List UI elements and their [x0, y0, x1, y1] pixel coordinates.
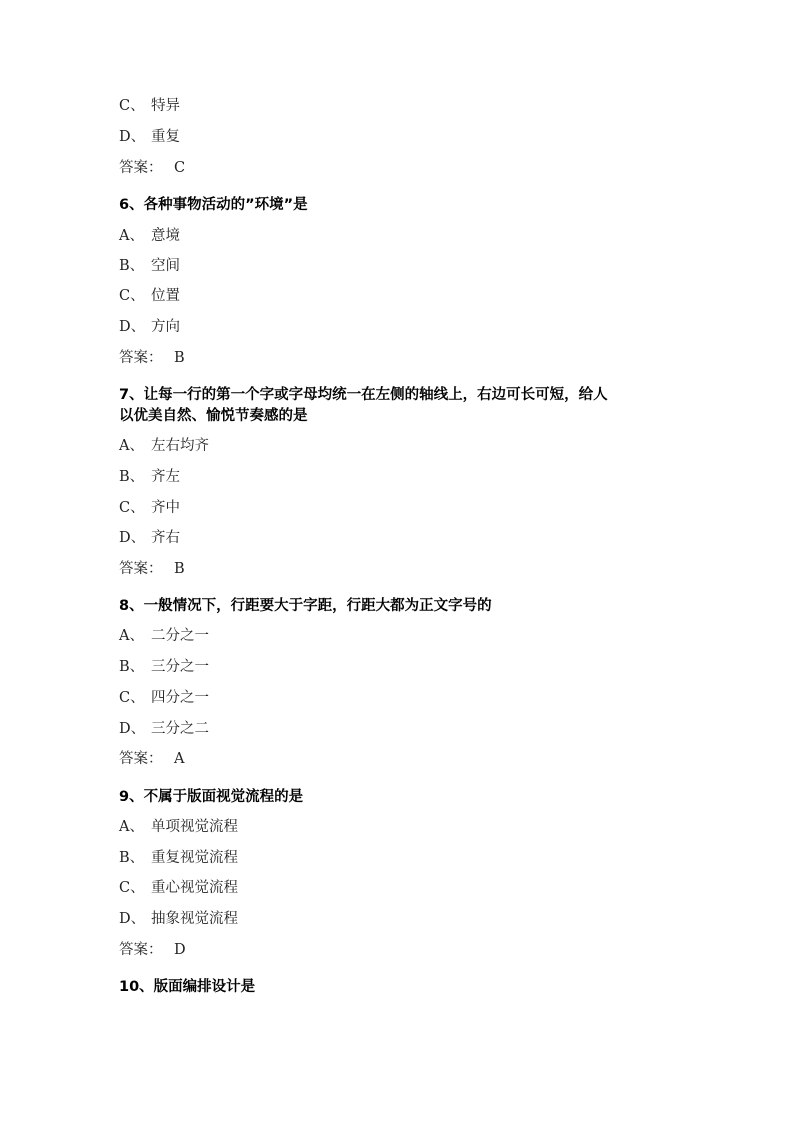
option-b [119, 848, 238, 868]
option-label: D、 [119, 530, 146, 546]
option-label: C、 [119, 690, 145, 706]
answer-value: B [174, 350, 185, 366]
option-text: 位置 [151, 288, 180, 304]
option-text: 齐中 [151, 500, 180, 516]
option-text: 意境 [151, 228, 180, 244]
answer-line [119, 348, 185, 368]
option-label: B、 [119, 850, 145, 866]
option-text: 特异 [151, 98, 180, 114]
answer-line [119, 158, 185, 178]
option-d [119, 528, 180, 548]
option-label: C、 [119, 500, 145, 516]
option-text: 重复 [151, 129, 180, 145]
option-b [119, 467, 180, 487]
option-label: C、 [119, 880, 145, 896]
option-text: 重心视觉流程 [151, 880, 238, 896]
option-d [119, 719, 209, 739]
option-text: 抽象视觉流程 [151, 911, 238, 927]
option-label: C、 [119, 288, 145, 304]
option-c [119, 688, 209, 708]
question-title: 10、版面编排设计是 [119, 979, 256, 995]
option-a [119, 226, 180, 246]
option-text: 方向 [151, 319, 180, 335]
option-label: A、 [119, 438, 144, 454]
option-text: 单项视觉流程 [151, 819, 238, 835]
option-label: D、 [119, 129, 146, 145]
option-label: D、 [119, 911, 146, 927]
answer-value: B [174, 561, 185, 577]
question-title: 9、不属于版面视觉流程的是 [119, 789, 304, 805]
question-title: 8、一般情况下，行距要大于字距，行距大都为正文字号的 [119, 598, 492, 614]
option-c [119, 498, 180, 518]
answer-line [119, 749, 184, 769]
option-c [119, 96, 180, 116]
option-d [119, 317, 180, 337]
option-c [119, 878, 238, 898]
answer-value: D [174, 942, 186, 958]
option-text: 齐左 [151, 469, 180, 485]
option-label: C、 [119, 98, 145, 114]
option-text: 重复视觉流程 [151, 850, 238, 866]
option-text: 三分之一 [151, 659, 209, 675]
option-d [119, 909, 238, 929]
question-title-continuation: 以优美自然、愉悦节奏感的是 [119, 408, 308, 424]
option-c [119, 286, 180, 306]
option-label: A、 [119, 819, 144, 835]
option-a [119, 817, 238, 837]
option-label: B、 [119, 469, 145, 485]
option-text: 空间 [151, 258, 180, 274]
option-text: 左右均齐 [151, 438, 209, 454]
answer-value: A [174, 751, 185, 767]
answer-label: 答案： [119, 561, 163, 577]
option-a [119, 436, 209, 456]
answer-line [119, 559, 185, 579]
option-label: A、 [119, 228, 144, 244]
option-b [119, 657, 209, 677]
answer-value: C [174, 160, 186, 176]
answer-label: 答案： [119, 942, 163, 958]
option-label: A、 [119, 628, 144, 644]
option-d [119, 127, 180, 147]
option-text: 齐右 [151, 530, 180, 546]
answer-label: 答案： [119, 160, 163, 176]
option-label: D、 [119, 721, 146, 737]
question-title: 6、各种事物活动的”环境”是 [119, 197, 308, 213]
answer-line [119, 940, 186, 960]
option-label: D、 [119, 319, 146, 335]
option-text: 二分之一 [151, 628, 209, 644]
answer-label: 答案： [119, 350, 163, 366]
option-text: 三分之二 [151, 721, 209, 737]
answer-label: 答案： [119, 751, 163, 767]
option-text: 四分之一 [151, 690, 209, 706]
option-a [119, 626, 209, 646]
option-label: B、 [119, 659, 145, 675]
option-b [119, 256, 180, 276]
question-title: 7、让每一行的第一个字或字母均统一在左侧的轴线上，右边可长可短，给人 [119, 387, 608, 403]
option-label: B、 [119, 258, 145, 274]
